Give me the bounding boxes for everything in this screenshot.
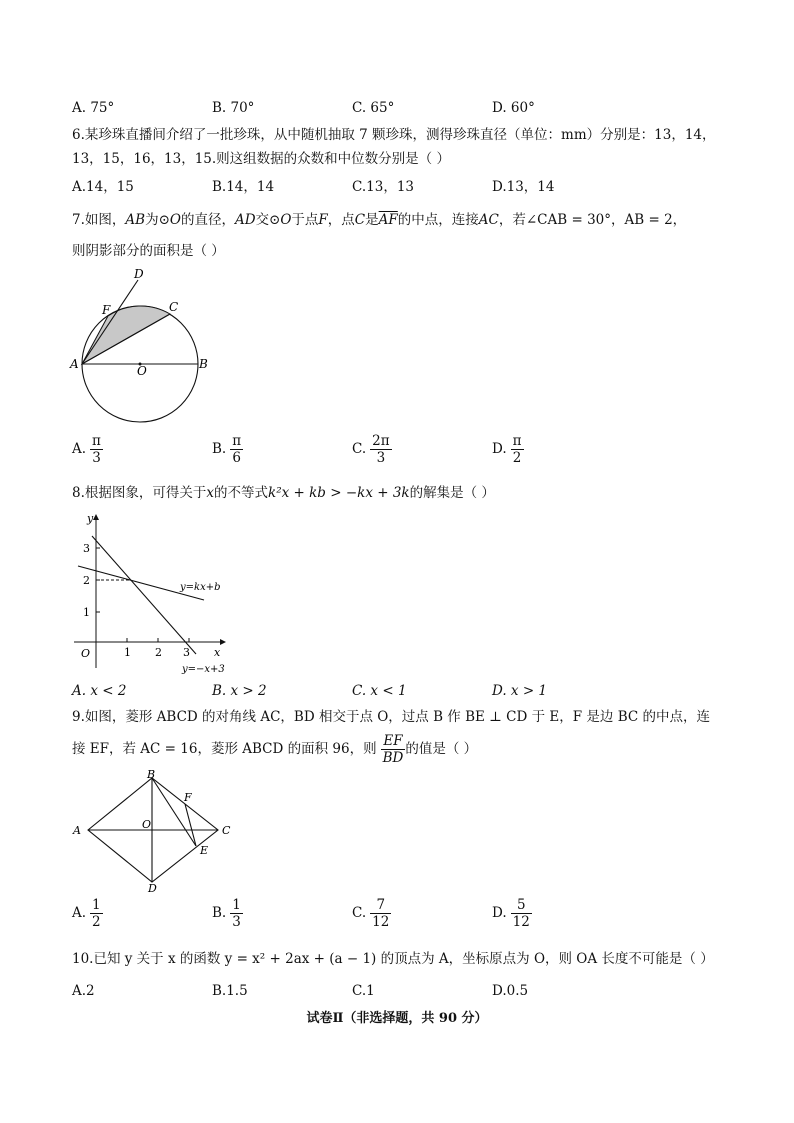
label-c: C bbox=[169, 300, 179, 314]
label-b: B bbox=[147, 768, 156, 781]
q8-option-b: B. x > 2 bbox=[212, 683, 267, 699]
q10-option-c: C.1 bbox=[352, 983, 375, 999]
y-axis-label: y bbox=[87, 512, 94, 525]
label-d: D bbox=[148, 882, 157, 895]
q7-line1: 7.如图，AB为⊙O的直径，AD交⊙O于点F，点C是$\overline{AF}$的中点，连接AC，若∠CAB = 30°，AB = 2， bbox=[72, 212, 687, 228]
label-f: F bbox=[102, 303, 111, 317]
q5-option-c: C. 65° bbox=[352, 100, 395, 116]
label-e: E bbox=[200, 844, 209, 857]
label-a: A bbox=[73, 824, 81, 837]
q8-line1: 8.根据图象，可得关于x的不等式k²x + kb > −kx + 3k的解集是（ ） bbox=[72, 485, 495, 501]
q8-option-a: A. x < 2 bbox=[72, 683, 127, 699]
q9-line2: 接 EF，若 AC = 16，菱形 ABCD 的面积 96，则 $\frac{EF}{BD}$ 的值是（ ） bbox=[72, 733, 478, 766]
x-axis-label: x bbox=[214, 646, 221, 659]
q9-rhombus-figure bbox=[66, 766, 236, 896]
q6-line2: 13，15，16，13，15.则这组数据的众数和中位数分别是（ ） bbox=[72, 151, 450, 167]
q10-line1: 10.已知 y 关于 x 的函数 y = x² + 2ax + (a − 1) 的顶点为 A，坐标原点为 O，则 OA 长度不可能是（ ） bbox=[72, 951, 714, 967]
q9-option-b: B. $\frac{1}{3}$ bbox=[212, 897, 241, 930]
q6-option-a: A.14，15 bbox=[72, 179, 134, 195]
q8-option-d: D. x > 1 bbox=[492, 683, 548, 699]
q8-function-graph bbox=[70, 508, 230, 678]
line-y-neg-x-3 bbox=[92, 536, 196, 654]
q5-option-b: B. 70° bbox=[212, 100, 255, 116]
q7-circle-figure bbox=[66, 262, 206, 422]
q9-option-d: D. $\frac{5}{12}$ bbox=[492, 897, 530, 930]
segment-be bbox=[152, 778, 196, 846]
line1-label: y=kx+b bbox=[180, 582, 221, 593]
label-f: F bbox=[184, 791, 192, 804]
q9-option-a: A. $\frac{1}{2}$ bbox=[72, 897, 101, 930]
origin-label: O bbox=[81, 647, 91, 660]
label-d: D bbox=[134, 267, 144, 281]
label-b: B bbox=[199, 357, 208, 371]
q6-option-d: D.13，14 bbox=[492, 179, 555, 195]
q10-option-a: A.2 bbox=[72, 983, 95, 999]
label-o: O bbox=[142, 818, 152, 831]
q8-option-c: C. x < 1 bbox=[352, 683, 407, 699]
line2-label: y=−x+3 bbox=[182, 664, 225, 675]
q5-option-a: A. 75° bbox=[72, 100, 115, 116]
q7-option-d: D. $\frac{\pi}{2}$ bbox=[492, 433, 522, 466]
y-tick-label-3: 3 bbox=[83, 542, 90, 555]
segment-ef bbox=[185, 804, 196, 846]
q10-option-d: D.0.5 bbox=[492, 983, 529, 999]
x-axis-arrow bbox=[220, 639, 226, 645]
y-tick-label-1: 1 bbox=[83, 606, 90, 619]
label-a: A bbox=[70, 357, 79, 371]
y-axis-arrow bbox=[93, 514, 99, 520]
x-tick-label-1: 1 bbox=[124, 646, 131, 659]
q5-option-d: D. 60° bbox=[492, 100, 535, 116]
q7-option-b: B. $\frac{\pi}{6}$ bbox=[212, 433, 242, 466]
section-title: 试卷Ⅱ（非选择题，共 90 分） bbox=[306, 1011, 488, 1026]
q7-line2: 则阴影部分的面积是（ ） bbox=[72, 243, 225, 259]
x-tick-label-3: 3 bbox=[183, 646, 190, 659]
q9-line1: 9.如图，菱形 ABCD 的对角线 AC，BD 相交于点 O，过点 B 作 BE ⊥ CD 于 E，F 是边 BC 的中点，连 bbox=[72, 709, 710, 725]
y-tick-label-2: 2 bbox=[83, 574, 90, 587]
q10-option-b: B.1.5 bbox=[212, 983, 248, 999]
shaded-region bbox=[82, 306, 170, 364]
q6-line1: 6.某珍珠直播间介绍了一批珍珠，从中随机抽取 7 颗珍珠，测得珍珠直径（单位：mm）分别是：13，14， bbox=[72, 127, 716, 143]
q9-option-c: C. $\frac{7}{12}$ bbox=[352, 897, 390, 930]
q7-option-c: C. $\frac{2\pi}{3}$ bbox=[352, 433, 390, 466]
q6-option-c: C.13，13 bbox=[352, 179, 414, 195]
q6-option-b: B.14，14 bbox=[212, 179, 275, 195]
q7-option-a: A. $\frac{\pi}{3}$ bbox=[72, 433, 101, 466]
label-c: C bbox=[222, 824, 231, 837]
x-tick-label-2: 2 bbox=[155, 646, 162, 659]
label-o: O bbox=[137, 364, 147, 378]
